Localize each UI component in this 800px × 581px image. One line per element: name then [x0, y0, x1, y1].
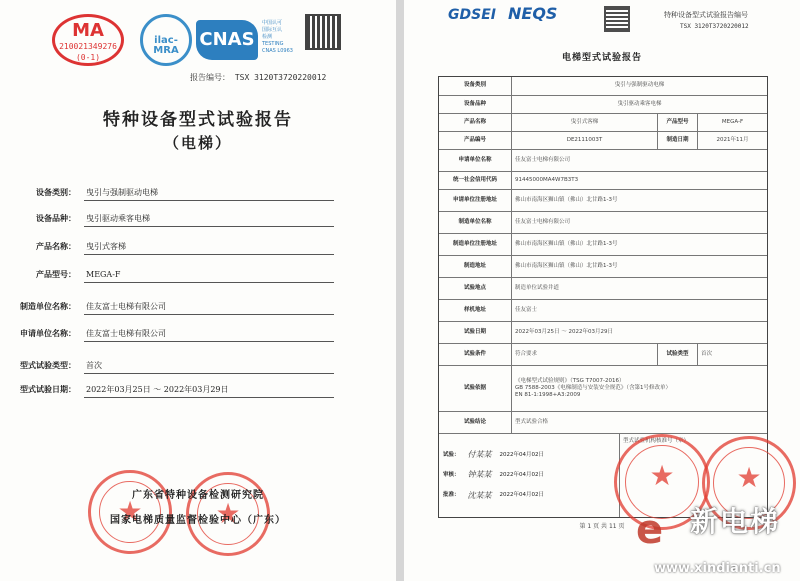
table-value: 佛山市南海区狮山镇（佛山）北甘路1-3号	[511, 256, 767, 277]
table-value: 曳引式客梯	[511, 114, 657, 131]
table-value: 91445000MA4W7B3T3	[511, 172, 767, 189]
cert-number-label: 特种设备型式试验报告编号	[664, 11, 748, 19]
table-row	[439, 149, 767, 171]
ilac-logo-text: ilac-MRA	[153, 35, 179, 56]
table-row	[439, 131, 767, 149]
handwritten-signature: 钟某某	[467, 470, 492, 480]
table-row	[439, 277, 767, 299]
table-value: DE2111003T	[511, 132, 657, 149]
cma-logo-mark: MA	[72, 20, 104, 41]
table-value: 曳引驱动乘客电梯	[511, 96, 767, 113]
watermark-logo-icon: e	[636, 507, 664, 553]
handwritten-signature: 付某某	[467, 449, 492, 459]
signature-row	[443, 491, 544, 501]
watermark-url: www.xindianti.cn	[654, 561, 781, 576]
signature-date: 2022年04月02日	[499, 451, 545, 458]
signature-label: 试验：	[443, 451, 460, 458]
table-row	[439, 365, 767, 411]
qr-code-icon	[604, 6, 630, 32]
table-value	[511, 366, 767, 411]
table-row	[439, 189, 767, 211]
signature-label: 审核：	[443, 471, 460, 478]
basis-line: GB 7588-2003《电梯制造与安装安全规范》（含第1号修改单）	[515, 384, 672, 391]
field-label: 设备类别：	[36, 188, 76, 197]
table-label: 样机地址	[463, 306, 486, 313]
table-row	[439, 95, 767, 113]
field-value: 2022年03月25日 ～ 2022年03月29日	[84, 383, 334, 398]
field-label: 产品名称：	[36, 242, 76, 251]
table-label: 试验依据	[463, 384, 486, 391]
table-label: 制造日期	[657, 132, 697, 149]
page-gutter	[396, 0, 404, 581]
table-value: 佳友富士	[511, 300, 767, 321]
field-label: 设备品种：	[36, 214, 76, 223]
neqs-logo: NEQS	[508, 4, 558, 23]
report-subtitle: （电梯）	[163, 134, 232, 152]
gdsei-logo: GDSEI	[448, 7, 496, 23]
report-title: 特种设备型式试验报告	[103, 110, 293, 130]
field-value: 佳友富士电梯有限公司	[84, 327, 334, 342]
field-label: 型式试验日期：	[20, 385, 76, 394]
field-value: MEGA-F	[84, 268, 334, 283]
basis-line: EN 81-1:1998+A3:2009	[515, 392, 581, 399]
table-row	[439, 171, 767, 189]
table-value: 曳引与强制驱动电梯	[511, 77, 767, 95]
signature-row	[443, 450, 544, 460]
table-row	[439, 211, 767, 233]
table-label: 设备品种	[463, 100, 486, 107]
report-details-page	[404, 0, 800, 581]
report-number: 报告编号： TSX 3120T3720220012	[190, 73, 327, 82]
field-value: 曳引驱动乘客电梯	[84, 212, 334, 227]
table-label: 申请单位名称	[458, 156, 492, 163]
signature-row	[443, 470, 544, 480]
stamp-note: 型式试验机构核准号（章）	[619, 434, 767, 517]
cnas-caption: 中国认可 国际互认 检测 TESTING CNAS L0963	[262, 20, 293, 54]
page-number: 第 1 页 共 11 页	[579, 523, 625, 530]
cma-logo	[52, 14, 124, 66]
table-value: 佛山市南海区狮山镇（佛山）北甘路1-3号	[511, 234, 767, 255]
table-value: 佛山市南海区狮山镇（佛山）北甘路1-3号	[511, 190, 767, 211]
table-label: 制造单位注册地址	[452, 240, 497, 247]
official-seal-icon	[186, 472, 270, 556]
field-value: 曳引式客梯	[84, 240, 334, 255]
table-label: 制造单位名称	[458, 218, 492, 225]
table-row	[439, 77, 767, 95]
cma-logo-sub: (0-1)	[75, 53, 101, 62]
field-label: 申请单位名称：	[20, 329, 76, 338]
field-value: 首次	[84, 359, 334, 374]
table-label: 申请单位注册地址	[452, 196, 497, 203]
table-row	[439, 113, 767, 131]
table-row	[439, 299, 767, 321]
field-label: 型式试验类型：	[20, 361, 76, 370]
field-label: 制造单位名称：	[20, 302, 76, 311]
table-value: 制造单位试验井道	[511, 278, 767, 299]
table-row	[439, 233, 767, 255]
table-label: 产品型号	[657, 114, 697, 131]
field-value: 佳友富士电梯有限公司	[84, 300, 334, 315]
field-label: 产品型号：	[36, 270, 76, 279]
table-label: 试验类型	[657, 344, 697, 365]
cma-logo-code: 210021349276	[59, 42, 117, 51]
table-label: 制造地址	[463, 262, 486, 269]
table-value: 符合要求	[511, 344, 657, 365]
table-label: 统一社会信用代码	[452, 176, 497, 183]
signature-label: 批准：	[443, 492, 460, 499]
signature-date: 2022年04月02日	[499, 492, 545, 499]
watermark-title: 新电梯	[690, 505, 781, 538]
table-value: 首次	[697, 344, 767, 365]
table-label: 设备类别	[463, 82, 486, 89]
table-value: 型式试验合格	[511, 412, 767, 433]
qr-code-icon	[305, 14, 341, 50]
table-value: 2021年11月	[697, 132, 767, 149]
cnas-logo: CNAS	[196, 20, 258, 60]
cert-heading: 电梯型式试验报告	[561, 53, 642, 63]
table-row	[439, 255, 767, 277]
table-label: 试验日期	[463, 328, 486, 335]
table-label: 试验结论	[463, 418, 486, 425]
table-label: 产品名称	[463, 118, 486, 125]
cert-number: TSX 3120T3720220012	[680, 23, 749, 30]
institute-name: 国家电梯质量监督检验中心（广东）	[110, 515, 286, 526]
table-row	[439, 343, 767, 365]
signature-block	[439, 434, 619, 517]
table-row	[439, 321, 767, 343]
table-value: 2022年03月25日 ～ 2022年03月29日	[511, 322, 767, 343]
table-value: 佳友富士电梯有限公司	[511, 150, 767, 171]
signature-date: 2022年04月02日	[499, 471, 545, 478]
report-cover-page	[0, 0, 396, 581]
handwritten-signature: 沈某某	[467, 490, 492, 500]
field-value: 曳引与强制驱动电梯	[84, 186, 334, 201]
institute-name: 广东省特种设备检测研究院	[132, 490, 264, 501]
official-seal-icon	[88, 470, 172, 554]
table-label: 产品编号	[463, 136, 486, 143]
table-row	[439, 411, 767, 433]
basis-line: 《电梯型式试验规则》（TSG T7007-2016）	[515, 377, 625, 384]
ilac-mra-logo	[140, 14, 192, 66]
table-value: 佳友富士电梯有限公司	[511, 212, 767, 233]
table-value: MEGA-F	[697, 114, 767, 131]
table-label: 试验地点	[463, 284, 486, 291]
table-label: 试验条件	[463, 350, 486, 357]
